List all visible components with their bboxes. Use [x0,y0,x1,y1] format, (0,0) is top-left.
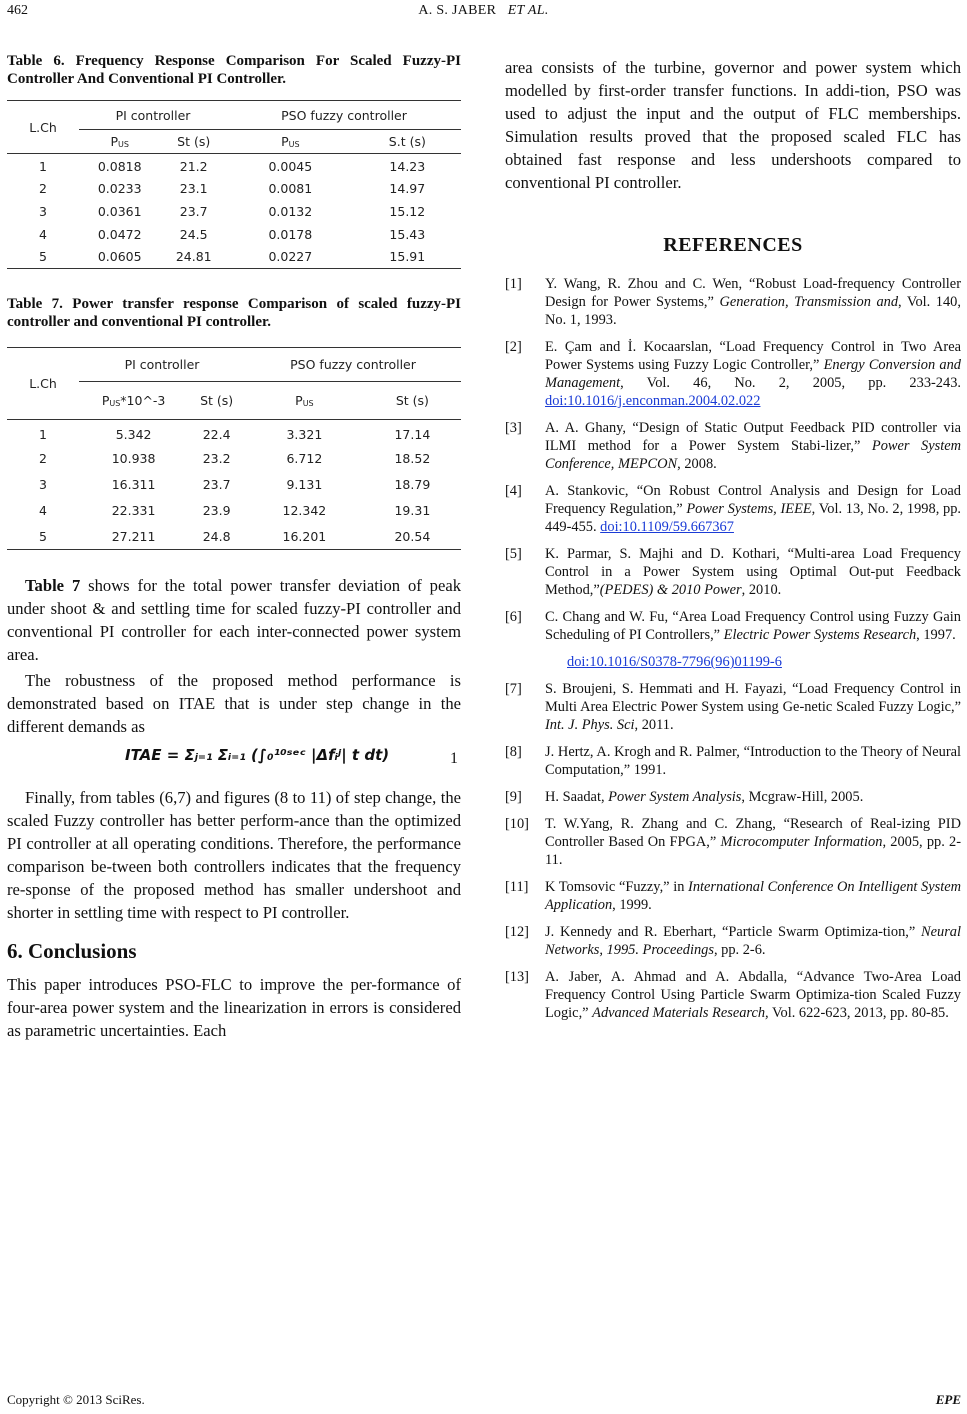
running-header-et-al: ET AL. [507,3,549,18]
table6-header-st-fuzzy: S.t (s) [354,130,461,154]
table-cell: 24.5 [179,226,208,242]
table-cell: 23.7 [179,203,208,219]
table-row [7,420,461,446]
table-cell: 23.7 [202,477,231,492]
table-cell: 16.311 [111,477,156,492]
table-cell: 22.4 [202,426,231,442]
table-row [7,446,461,472]
doi-link[interactable]: doi:10.1109/59.667367 [600,519,734,535]
table6-header-lch: L.Ch [7,101,79,154]
reference-number: [6] [505,609,522,625]
table7-discussion-paragraph: Table 7 shows for the total power transfer deviation of peak under shoot & and settling time for scaled fuzzy-PI controller and conventional PI controller for each inter-connected power system area. [7,576,461,664]
left-column [7,52,461,1042]
reference-item: [11] K Tomsovic “Fuzzy,” in International Conference On Intelligent System Application, 1999. [505,879,962,913]
reference-item: [13] A. Jaber, A. Ahmad and A. Abdalla, “Advance Two-Area Load Frequency Control Using Particle Swarm Optimiza-tion Scaled Fuzzy Logic,” Advanced Materials Research, Vol. 622-623, 2013, pp. 80-85. [505,969,961,1021]
table-cell: 15.12 [389,203,426,219]
table-row [7,498,461,524]
table-row [7,177,461,200]
reference-number: [1] [505,276,522,292]
reference-item: [2] E. Çam and İ. Kocaarslan, “Load Frequency Control in Two Area Power Systems using Fuzzy Logic Controller,” Energy Conversion and Management, Vol. 46, No. 2, 2005, pp. 233-243. doi:10.1016/j.enconman.2004.02.022 [505,339,961,409]
conclusions-continued-paragraph: area consists of the turbine, governor and power system which modelled by first-order transfer functions. In addi-tion, PSO was used to adjust the input and the output of FLC memberships. Simulation results proved that the proposed scaled FLC has obtained fast response and less undershoots compared to conventional PI controller. [505,58,961,192]
table-cell: 23.1 [179,180,208,196]
reference-item: [12] J. Kennedy and R. Eberhart, “Particle Swarm Optimiza-tion,” Neural Networks, 1995. Proceedings, pp. 2-6. [505,924,961,958]
table-cell: 3 [39,203,47,219]
table-row [7,246,461,269]
table-cell: 6.712 [286,451,323,466]
table-cell: 2 [39,451,47,466]
table6-header-pus: $P_{US}$ [79,130,160,154]
reference-item: [10] T. W.Yang, R. Zhang and C. Zhang, “Research of Real-izing PID Controller Based On FPGA,” Microcomputer Information, 2005, pp. 2-11. [505,816,962,868]
table7-header-st-fuzzy: St (s) [364,382,461,420]
table-cell: 0.0361 [97,203,142,219]
table-cell: 0.0132 [268,203,313,219]
table-row [7,200,461,223]
references-list [505,275,961,1022]
reference-item: [3] A. A. Ghany, “Design of Static Output Feedback PID controller via ILMI method for a Power System Stabi-lizer,” Power System Conference, MEPCON, 2008. [505,420,961,472]
itae-equation-text: ITAE = Σⱼ₌₁ Σᵢ₌₁ (∫₀¹⁰ˢᵉᶜ |Δfᵢʲ| t dt) [125,746,390,764]
table7-header-pi: PI controller [79,348,245,382]
table-cell: 3.321 [286,426,323,442]
table-cell: 0.0178 [268,226,313,242]
table-cell: 22.331 [111,503,156,518]
itae-equation [7,744,461,780]
table7-header-pus: $P_{US}*10\^{}-3$ [79,382,188,420]
table-cell: 9.131 [286,477,323,492]
reference-number: [11] [505,879,529,895]
page-number: 462 [7,3,28,18]
table7-caption: Table 7. Power transfer response Comparison of scaled fuzzy-PI controller and conventional PI controller. [7,296,461,330]
references-heading: REFERENCES [663,234,803,256]
table-cell: 4 [39,226,47,242]
table-cell: 18.52 [394,451,431,466]
table-cell: 14.23 [389,159,426,175]
table-cell: 15.91 [354,246,461,269]
table-cell: 19.31 [394,503,431,518]
table-cell: 0.0045 [268,159,313,175]
table-cell: 5.342 [115,426,152,442]
reference-number: [4] [505,483,522,499]
reference-number: [13] [505,969,529,985]
table7-header-lch: L.Ch [7,348,79,420]
reference-number: [9] [505,789,522,805]
conclusions-paragraph: This paper introduces PSO-FLC to improve the per-formance of four-area power system and the linearization in errors is considered as parametric uncertainties. Each [7,975,461,1040]
reference-item: [4] A. Stankovic, “On Robust Control Analysis and Design for Load Frequency Regulation,” Power Systems, IEEE, Vol. 13, No. 2, 1998, pp. 449-455. doi:10.1109/59.667367 [505,483,961,535]
table-cell: 24.81 [160,246,227,269]
table-cell: 0.0605 [79,246,160,269]
reference-item: [6] C. Chang and W. Fu, “Area Load Frequency Control using Fuzzy Gain Scheduling of PI Controllers,” Electric Power Systems Research, 1997. [505,609,961,643]
reference-item: [5] K. Parmar, S. Majhi and D. Kothari, “Multi-area Load Frequency Control in a Power System using Optimal Out-put Feedback Method,”(PEDES) & 2010 Power, 2010. [505,546,961,598]
table-cell: 12.342 [282,503,327,518]
reference-number: [7] [505,681,522,697]
table-cell: 0.0081 [268,180,313,196]
reference-item: [7] S. Broujeni, S. Hemmati and H. Fayazi, “Load Frequency Control in Multi Area Electric Power System using Ge-netic Scaled Fuzzy Logic,” Int. J. Phys. Sci, 2011. [505,681,961,733]
table7-header-st: St (s) [188,382,245,420]
reference-number: [5] [505,546,522,562]
table7-ref: Table 7 [25,576,81,595]
reference-number: [12] [505,924,529,940]
table7 [7,347,461,550]
table-cell: 16.201 [245,524,364,550]
table-cell: 23.2 [202,451,231,466]
table-row [7,524,461,550]
table6-caption: Table 6. Frequency Response Comparison For Scaled Fuzzy-PI Controller And Conventional PI Controller. [7,53,461,87]
robustness-paragraph: The robustness of the proposed method performance is demonstrated based on ITAE that is under step change in the different demands as [7,671,461,736]
table-cell: 21.2 [179,159,208,175]
table-cell: 14.97 [389,180,426,196]
doi-link[interactable]: doi:10.1016/j.enconman.2004.02.022 [545,393,761,409]
table-cell: 0.0818 [97,159,142,175]
reference-number: [8] [505,744,522,760]
conclusions-heading: 6. Conclusions [7,939,137,963]
table7-header-pso: PSO fuzzy controller [245,348,461,382]
copyright-footer: Copyright © 2013 SciRes. [7,1392,145,1407]
running-header-authors: A. S. JABER [418,3,497,18]
table-cell: 20.54 [364,524,461,550]
reference-item: [8] J. Hertz, A. Krogh and R. Palmer, “Introduction to the Theory of Neural Computation,” 1991. [505,744,961,778]
table-cell: 23.9 [202,503,231,518]
doi-link[interactable]: doi:10.1016/S0378-7796(96)01199-6 [567,654,782,670]
table6-header-pi: PI controller [79,101,227,130]
table-cell: 0.0227 [227,246,354,269]
table-cell: 18.79 [394,477,431,492]
table6-header-pso: PSO fuzzy controller [227,101,461,130]
table-cell: 5 [7,524,79,550]
table-cell: 1 [39,159,47,175]
right-column [505,56,961,1031]
reference-number: [2] [505,339,522,355]
table7-header-pus-fuzzy: $P_{US}$ [245,382,364,420]
table-cell: 2 [39,180,47,196]
table-cell: 5 [7,246,79,269]
table-cell: 17.14 [394,426,431,442]
reference-number: [10] [505,816,529,832]
equation-number: 1 [450,750,458,767]
table-cell: 27.211 [79,524,188,550]
table-row [7,154,461,177]
reference-number: [3] [505,420,522,436]
table-cell: 0.0472 [97,226,142,242]
table-row [7,223,461,246]
table-cell: 15.43 [389,226,426,242]
journal-footer: EPE [935,1392,961,1407]
results-paragraph: Finally, from tables (6,7) and figures (8 to 11) of step change, the scaled Fuzzy controller has better perform-ance than the optimized PI controller at all operating conditions. Therefore, the performance comparison be-tween both controllers indicates that the frequency re-sponse of the proposed method has smaller undershoot and shorter in settling time with respect to PI controller. [7,788,461,922]
table-cell: 0.0233 [97,180,142,196]
table-cell: 1 [39,426,47,442]
table6-header-st: St (s) [160,130,227,154]
table6-header-pus-fuzzy: $P_{US}$ [227,130,354,154]
table-cell: 10.938 [111,451,156,466]
table-cell: 4 [39,503,47,518]
reference-item: [9] H. Saadat, Power System Analysis, Mcgraw-Hill, 2005. [505,789,864,805]
reference-item: [1] Y. Wang, R. Zhou and C. Wen, “Robust Load-frequency Controller Design for Power Systems,” Generation, Transmission and, Vol. 140, No. 1, 1993. [505,276,961,328]
running-header [0,3,967,19]
table-row [7,472,461,498]
table-cell: 3 [39,477,47,492]
table6 [7,100,461,269]
table-cell: 24.8 [188,524,245,550]
